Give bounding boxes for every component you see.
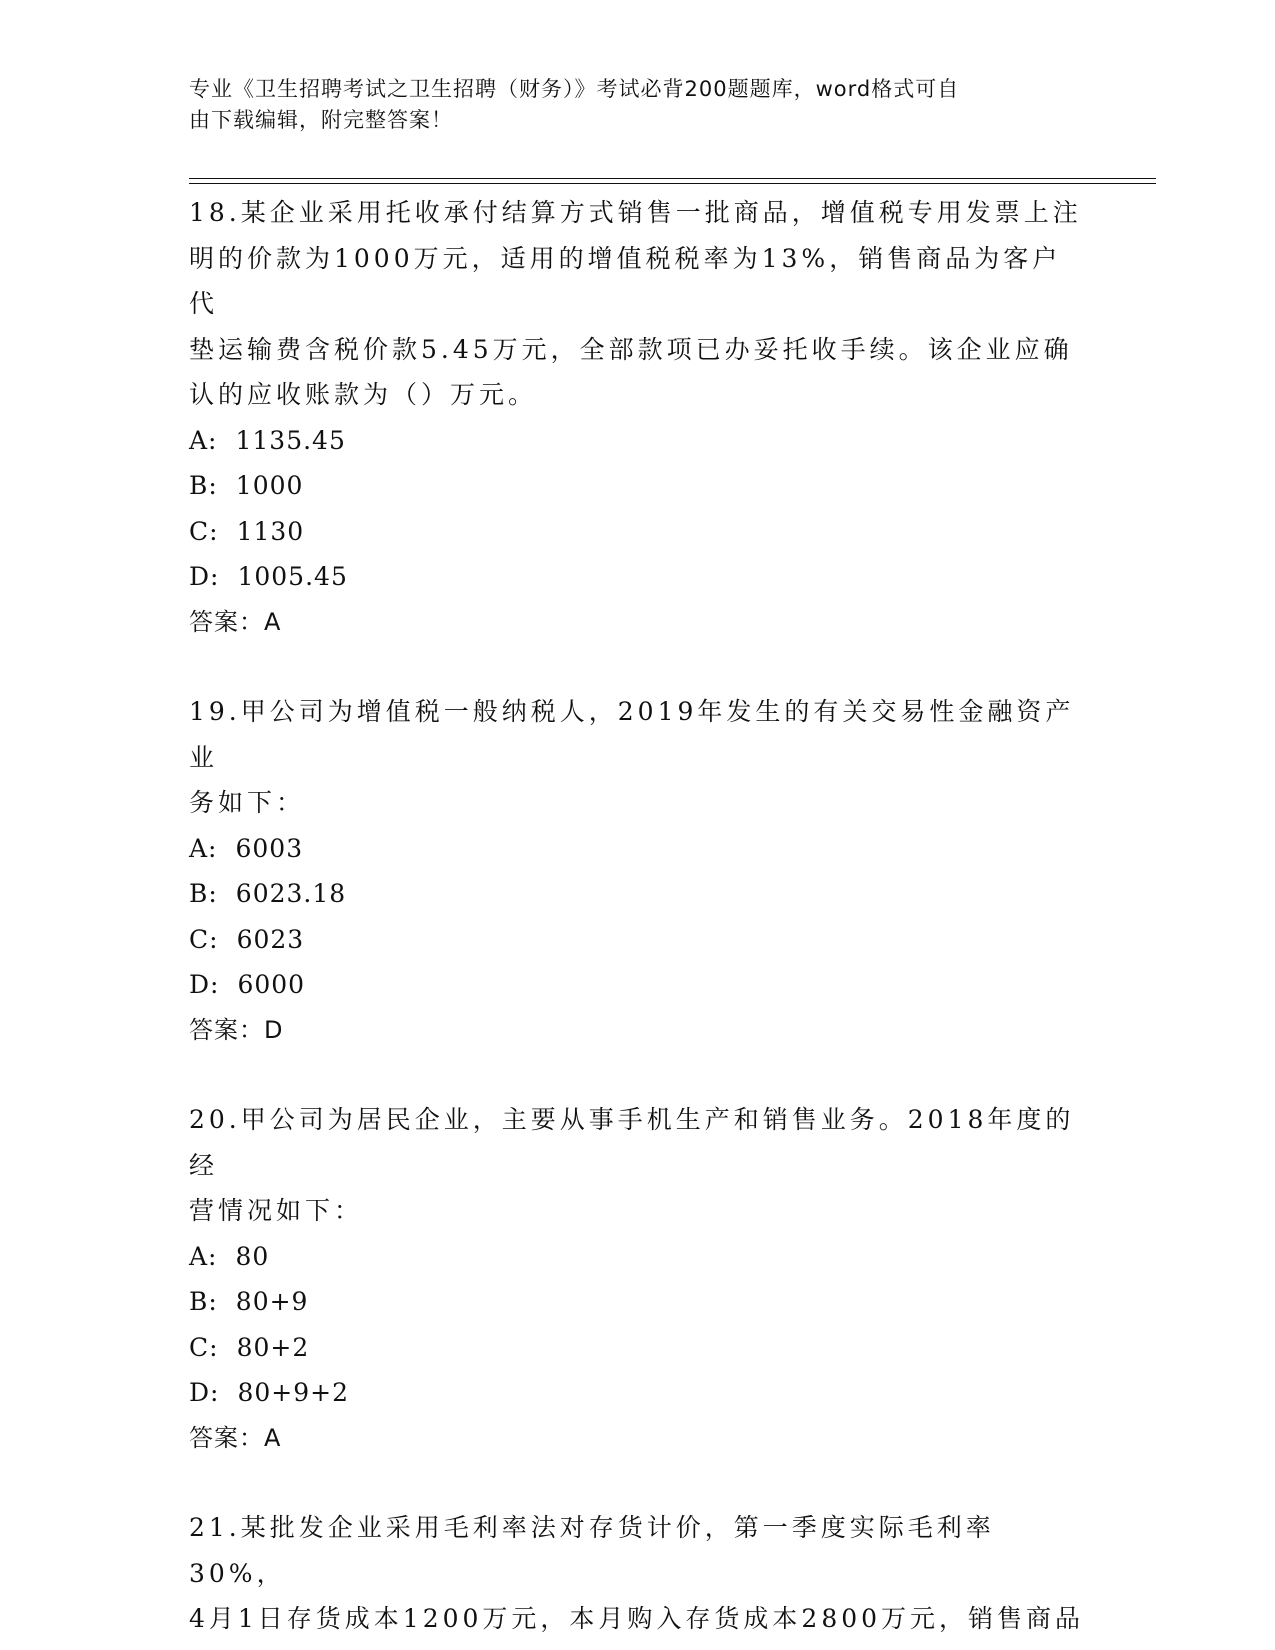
option-a (189, 418, 1089, 464)
option-text: 80 (235, 1241, 270, 1271)
stem-line: 认的应收账款为（）万元。 (189, 380, 538, 409)
option-c (189, 917, 1089, 963)
option-d (189, 554, 1089, 600)
option-b (189, 871, 1089, 917)
header-line-1: 专业《卫生招聘考试之卫生招聘（财务）》考试必背200题题库，word格式可自 (189, 77, 960, 101)
answer: 答案：A (189, 1423, 282, 1452)
option-text: 80+9+2 (237, 1378, 349, 1407)
option-text: 80+9 (235, 1287, 309, 1316)
option-text: 6003 (235, 833, 304, 863)
stem-line: 4月1日存货成本1200万元，本月购入存货成本2800万元，销售商品 (189, 1604, 1085, 1633)
option-c (189, 509, 1089, 555)
stem-line: 20.甲公司为居民企业，主要从事手机生产和销售业务。2018年度的经 (189, 1105, 1075, 1180)
stem-line: 19.甲公司为增值税一般纳税人，2019年发生的有关交易性金融资产业 (189, 697, 1075, 772)
question-stem (189, 1505, 1089, 1642)
question-18 (189, 190, 1089, 645)
question-20 (189, 1097, 1089, 1461)
question-spacer (189, 1053, 1089, 1097)
stem-line: 务如下： (189, 788, 306, 817)
option-text: 6023 (236, 924, 305, 954)
option-text: 1135.45 (235, 425, 346, 455)
option-label: C: (189, 924, 219, 954)
option-label: B: (189, 1287, 218, 1316)
question-21 (189, 1505, 1089, 1642)
option-c (189, 1325, 1089, 1371)
header-line-2: 由下载编辑，附完整答案！ (189, 108, 453, 132)
option-label: A: (189, 425, 218, 455)
option-label: D: (189, 970, 220, 999)
question-19 (189, 689, 1089, 1053)
option-text: 1005.45 (237, 562, 348, 591)
header-divider-bottom (189, 183, 1156, 184)
stem-line: 18.某企业采用托收承付结算方式销售一批商品，增值税专用发票上注 (189, 198, 1082, 227)
option-b (189, 1279, 1089, 1325)
stem-line: 21.某批发企业采用毛利率法对存货计价，第一季度实际毛利率30%， (189, 1513, 995, 1588)
question-spacer (189, 645, 1089, 689)
stem-line: 明的价款为1000万元，适用的增值税税率为13%，销售商品为客户代 (189, 243, 1062, 318)
option-b (189, 463, 1089, 509)
option-text: 1130 (236, 516, 305, 546)
option-label: B: (189, 471, 218, 500)
option-label: D: (189, 562, 220, 591)
option-text: 6000 (237, 970, 306, 999)
document-header (189, 74, 1079, 136)
stem-line: 垫运输费含税价款5.45万元，全部款项已办妥托收手续。该企业应确 (189, 334, 1073, 364)
option-a (189, 1234, 1089, 1280)
question-spacer (189, 1461, 1089, 1505)
option-label: A: (189, 833, 218, 863)
header-divider-top (189, 178, 1156, 179)
option-text: 1000 (235, 471, 304, 500)
option-label: C: (189, 1332, 219, 1362)
option-text: 6023.18 (235, 879, 347, 908)
question-stem (189, 1097, 1089, 1234)
option-a (189, 826, 1089, 872)
question-list (189, 190, 1089, 1642)
stem-line: 营情况如下： (189, 1196, 364, 1225)
answer: 答案：A (189, 607, 282, 636)
question-stem (189, 689, 1089, 826)
option-label: C: (189, 516, 219, 546)
option-text: 80+2 (236, 1332, 310, 1362)
option-d (189, 962, 1089, 1008)
option-label: A: (189, 1241, 218, 1271)
option-label: B: (189, 879, 218, 908)
answer: 答案：D (189, 1015, 284, 1044)
option-label: D: (189, 1378, 220, 1407)
option-d (189, 1370, 1089, 1416)
question-stem (189, 190, 1089, 418)
